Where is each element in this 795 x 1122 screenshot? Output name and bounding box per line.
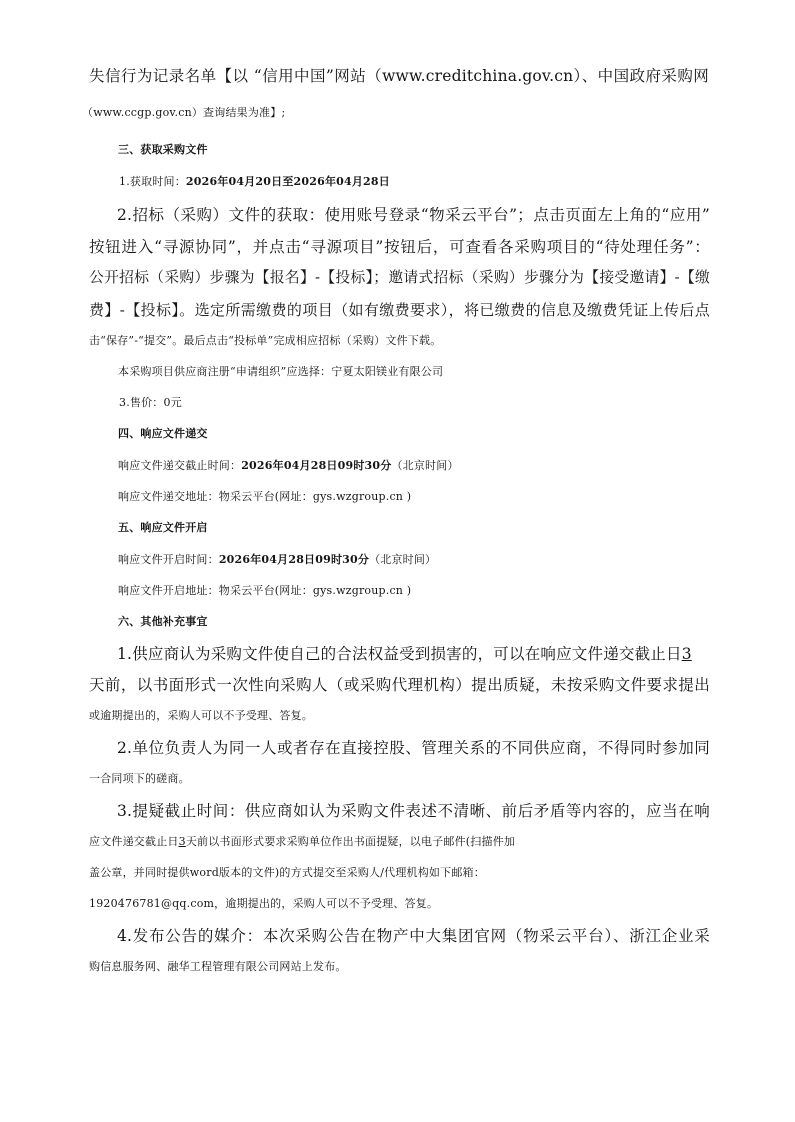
item1-line-1 xyxy=(117,644,712,666)
acquire-method-line-2: 按钮进入“寻源协同”，并点击“寻源项目”按钮后，可查看各采购项目的“待处理任务”： xyxy=(89,238,710,256)
item3-line-2 xyxy=(89,832,795,854)
acquire-time xyxy=(119,172,795,194)
item1-line-3: 或逾期提出的，采购人可以不予受理、答复。 xyxy=(89,709,313,722)
item3-line-3: 盖公章，并同时提供word版本的文件)的方式提交至采购人/代理机构如下邮箱： xyxy=(89,866,485,879)
open-time-suffix: （北京时间） xyxy=(369,553,437,566)
item3-text-b: 天前以书面形式要求采购单位作出书面提疑，以电子邮件(扫描件加 xyxy=(185,835,516,848)
acquire-method-line-5: 击“保存”-“提交”。最后点击“投标单”完成相应招标（采购）文件下载。 xyxy=(89,334,442,347)
item3-text-a: 应文件递交截止日 xyxy=(89,835,179,848)
item1-line-2: 天前，以书面形式一次性向采购人（或采购代理机构）提出质疑，未按采购文件要求提出 xyxy=(89,676,710,694)
intro-line-2: （www.ccgp.gov.cn）查询结果为准】; xyxy=(82,106,286,119)
item4-line-1: 4.发布公告的媒介：本次采购公告在物产中大集团官网（物采云平台）、浙江企业采 xyxy=(117,927,710,945)
open-address: 响应文件开启地址：物采云平台(网址：gys.wzgroup.cn ) xyxy=(118,584,412,597)
section-heading-4: 四、响应文件递交 xyxy=(118,427,208,440)
supplier-organization: 本采购项目供应商注册“申请组织”应选择：宁夏太阳镁业有限公司 xyxy=(118,365,444,378)
open-time-value: 2026年04月28日09时30分 xyxy=(218,553,370,566)
open-time xyxy=(118,550,795,572)
section-heading-5: 五、响应文件开启 xyxy=(118,521,208,534)
submit-address: 响应文件递交地址：物采云平台(网址：gys.wzgroup.cn ) xyxy=(118,490,412,503)
submit-deadline xyxy=(118,456,795,478)
price: 3.售价：0元 xyxy=(119,396,182,409)
acquire-method-line-4: 费】-【投标】。选定所需缴费的项目（如有缴费要求），将已缴费的信息及缴费凭证上传后点 xyxy=(89,301,710,319)
section-heading-3: 三、获取采购文件 xyxy=(118,143,208,156)
acquire-time-value: 2026年04月20日至2026年04月28日 xyxy=(185,175,390,188)
acquire-time-label: 1.获取时间： xyxy=(119,175,186,188)
submit-deadline-label: 响应文件递交截止时间： xyxy=(118,459,242,472)
intro-line-1: 失信行为记录名单【以 “信用中国”网站（www.creditchina.gov.cn）、中国政府采购网 xyxy=(89,67,709,85)
submit-deadline-suffix: （北京时间） xyxy=(391,459,459,472)
section-heading-6: 六、其他补充事宜 xyxy=(118,615,208,628)
acquire-method-line-3: 公开招标（采购）步骤为【报名】-【投标】；邀请式招标（采购）步骤分为【接受邀请】-【缴 xyxy=(89,269,710,286)
item4-line-2: 购信息服务网、融华工程管理有限公司网站上发布。 xyxy=(89,960,347,973)
item1-days: 3 xyxy=(681,645,692,663)
item3-line-4: 1920476781@qq.com，逾期提出的，采购人可以不予受理、答复。 xyxy=(89,897,439,910)
item2-line-1: 2.单位负责人为同一人或者存在直接控股、管理关系的不同供应商，不得同时参加同 xyxy=(117,739,710,757)
open-time-label: 响应文件开启时间： xyxy=(118,553,219,566)
acquire-method-line-1: 2.招标（采购）文件的获取：使用账号登录“物采云平台”；点击页面左上角的“应用” xyxy=(117,206,710,224)
item1-text: 1.供应商认为采购文件使自己的合法权益受到损害的，可以在响应文件递交截止日 xyxy=(117,645,682,663)
item3-days: 3 xyxy=(178,835,186,848)
submit-deadline-value: 2026年04月28日09时30分 xyxy=(241,459,392,472)
item3-line-1: 3.提疑截止时间：供应商如认为采购文件表述不清晰、前后矛盾等内容的，应当在响 xyxy=(117,802,710,820)
item2-line-2: 一合同项下的磋商。 xyxy=(89,772,190,785)
